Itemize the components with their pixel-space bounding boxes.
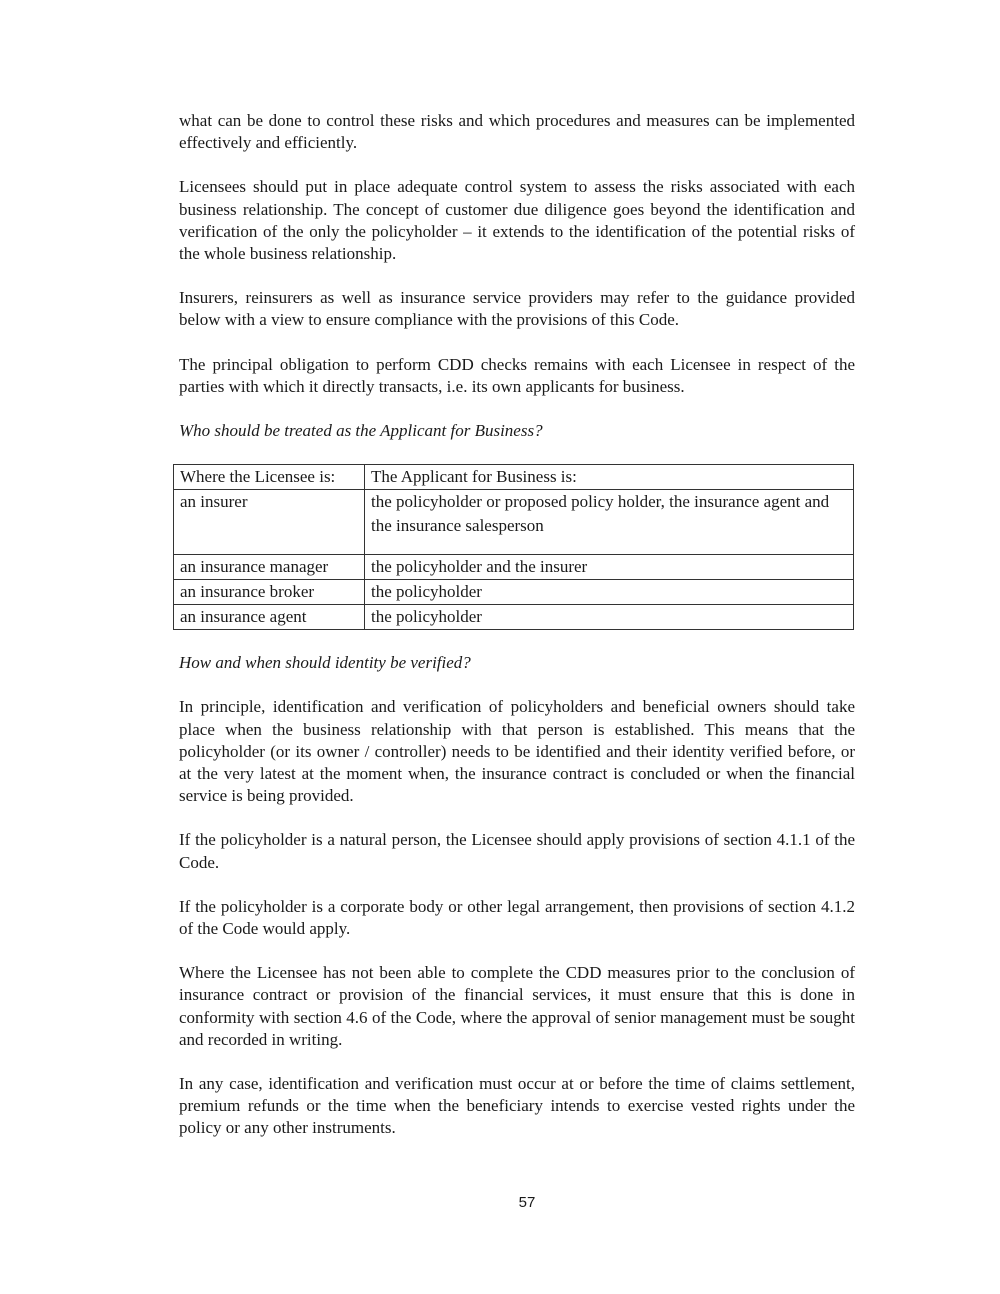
- paragraph-claims-settlement: In any case, identification and verification must occur at or before the time of claims settlement, premium refunds or the time when the beneficiary intends to exercise vested rights under the policy or any other instruments.: [179, 1074, 855, 1138]
- heading-applicant-for-business: Who should be treated as the Applicant for Business?: [179, 421, 543, 441]
- table-row: [174, 580, 854, 605]
- table-header-licensee: Where the Licensee is:: [174, 465, 365, 490]
- paragraph-corporate-body: If the policyholder is a corporate body or other legal arrangement, then provisions of section 4.1.2 of the Code would apply.: [179, 896, 855, 939]
- table-cell-licensee: an insurance broker: [174, 580, 365, 605]
- page-number: 57: [518, 1194, 536, 1211]
- paragraph-guidance: Insurers, reinsurers as well as insurance service providers may refer to the guidance provided below with a view to ensure compliance with the provisions of this Code.: [179, 288, 855, 330]
- paragraph-natural-person: If the policyholder is a natural person, the Licensee should apply provisions of section 4.1.1 of the Code.: [179, 830, 855, 872]
- table-cell-licensee: an insurance manager: [174, 555, 365, 580]
- table-header-applicant: The Applicant for Business is:: [365, 465, 854, 490]
- paragraph-risk-control: what can be done to control these risks and which procedures and measures can be implemented effectively and efficiently.: [179, 111, 855, 153]
- paragraph-principal-obligation: The principal obligation to perform CDD checks remains with each Licensee in respect of the parties with which it directly transacts, i.e. its own applicants for business.: [179, 354, 855, 396]
- paragraph-control-system: Licensees should put in place adequate control system to assess the risks associated with each business relationship. The concept of customer due diligence goes beyond the identification and verification of the only the policyholder – it extends to the identification of the potential risks of the whole business relationship.: [179, 177, 855, 264]
- table-header-row: [174, 465, 854, 490]
- table-cell-applicant: the policyholder or proposed policy holder, the insurance agent and the insurance salesperson: [365, 490, 854, 555]
- table-row: [174, 555, 854, 580]
- paragraph-incomplete-cdd: Where the Licensee has not been able to complete the CDD measures prior to the conclusion of insurance contract or provision of the financial services, it must ensure that this is done in conformity with section 4.6 of the Code, where the approval of senior management must be sought and recorded in writing.: [179, 963, 855, 1049]
- table-cell-applicant: the policyholder and the insurer: [365, 555, 854, 580]
- heading-identity-verification: How and when should identity be verified?: [179, 653, 471, 673]
- paragraph-principle-identification: In principle, identification and verification of policyholders and beneficial owners should take place when the business relationship with that person is established. This means that the policyholder (or its owner / controller) needs to be identified and their identity verified before, or at the very latest at the moment when, the insurance contract is concluded or when the financial service is being provided.: [179, 697, 855, 806]
- applicant-table: [173, 464, 854, 630]
- table-cell-applicant: the policyholder: [365, 605, 854, 630]
- table-cell-applicant: the policyholder: [365, 580, 854, 605]
- table-row: [174, 490, 854, 555]
- table-row: [174, 605, 854, 630]
- table-cell-licensee: an insurer: [174, 490, 365, 555]
- document-page: [179, 110, 855, 1162]
- table-cell-licensee: an insurance agent: [174, 605, 365, 630]
